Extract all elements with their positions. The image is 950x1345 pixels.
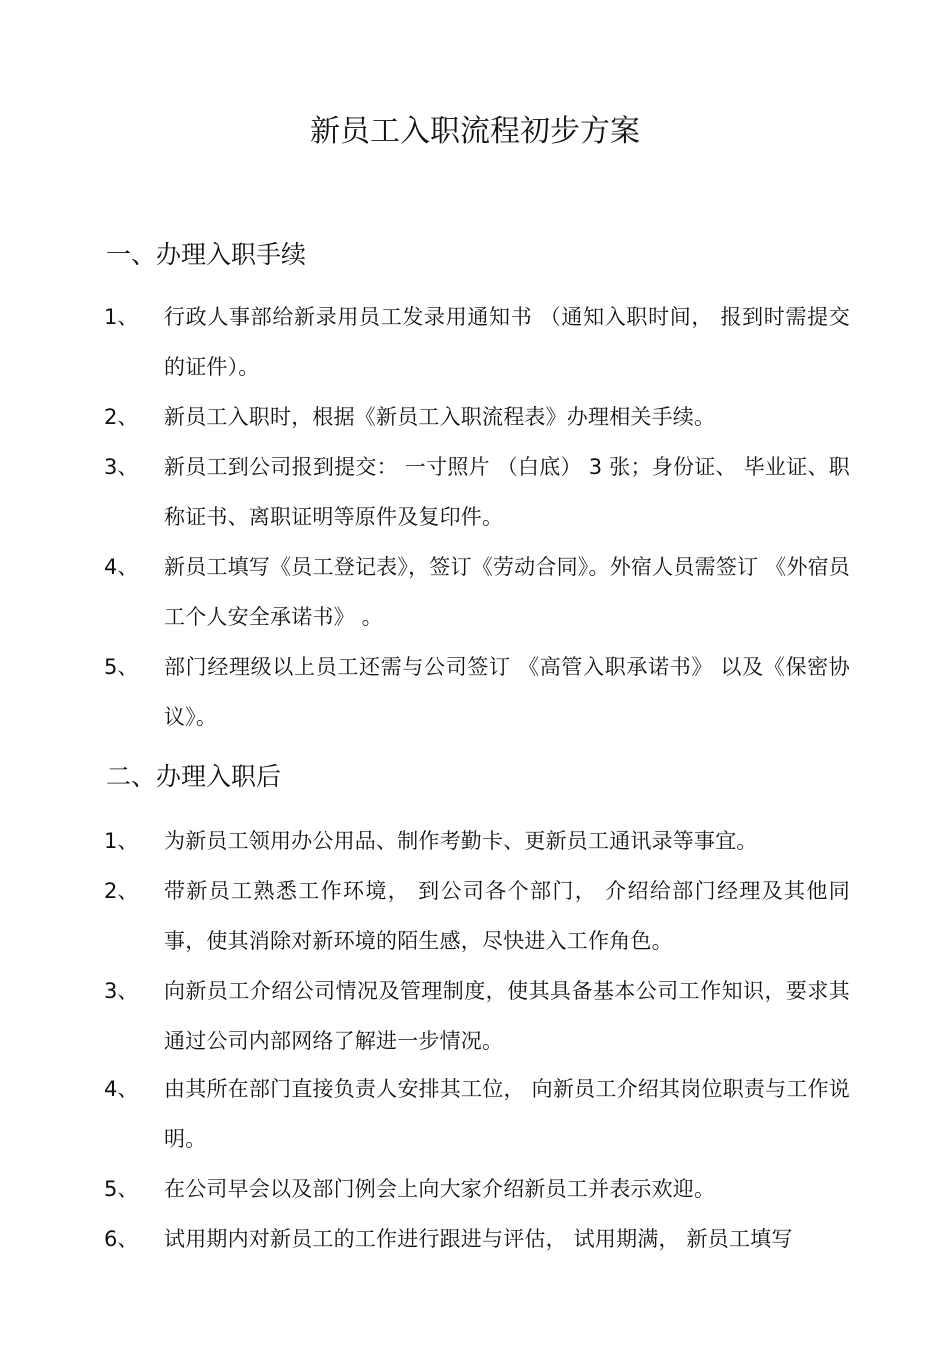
item-text: 由其所在部门直接负责人安排其工位， 向新员工介绍其岗位职责与工作说明。 [164,1077,850,1151]
item-text: 新员工填写《员工登记表》，签订《劳动合同》。外宿人员需签订 《外宿员工个人安全承诺书》 。 [164,555,850,629]
item-number: 3、 [104,979,139,1003]
item-number: 2、 [104,405,139,429]
item-text: 部门经理级以上员工还需与公司签订 《高管入职承诺书》 以及《保密协议》。 [164,655,850,729]
item-text: 带新员工熟悉工作环境， 到公司各个部门， 介绍给部门经理及其他同事，使其消除对新环境的陌生感，尽快进入工作角色。 [164,879,850,953]
item-number: 5、 [104,655,139,679]
item-text: 为新员工领用办公用品、制作考勤卡、更新员工通讯录等事宜。 [164,829,758,853]
item-number: 1、 [104,829,139,853]
item-number: 4、 [104,1077,139,1101]
item-text: 向新员工介绍公司情况及管理制度，使其具备基本公司工作知识，要求其通过公司内部网络了解进一步情况。 [164,979,850,1053]
item-text: 新员工到公司报到提交： 一寸照片 （白底） 3 张；身份证、 毕业证、职称证书、离职证明等原件及复印件。 [164,455,850,529]
item-text: 行政人事部给新录用员工发录用通知书 （通知入职时间， 报到时需提交的证件）。 [164,305,850,379]
item-number: 2、 [104,879,139,903]
item-text: 在公司早会以及部门例会上向大家介绍新员工并表示欢迎。 [164,1177,716,1201]
section-heading-onboarding-procedures: 一、办理入职手续 [106,240,307,269]
item-number: 5、 [104,1177,139,1201]
item-number: 6、 [104,1227,139,1251]
item-number: 3、 [104,455,139,479]
item-number: 1、 [104,305,139,329]
section-heading-post-onboarding: 二、办理入职后 [106,762,282,791]
item-text: 试用期内对新员工的工作进行跟进与评估， 试用期满， 新员工填写 [164,1227,793,1251]
item-number: 4、 [104,555,139,579]
item-text: 新员工入职时，根据《新员工入职流程表》办理相关手续。 [164,405,716,429]
document-title: 新员工入职流程初步方案 [310,114,640,149]
